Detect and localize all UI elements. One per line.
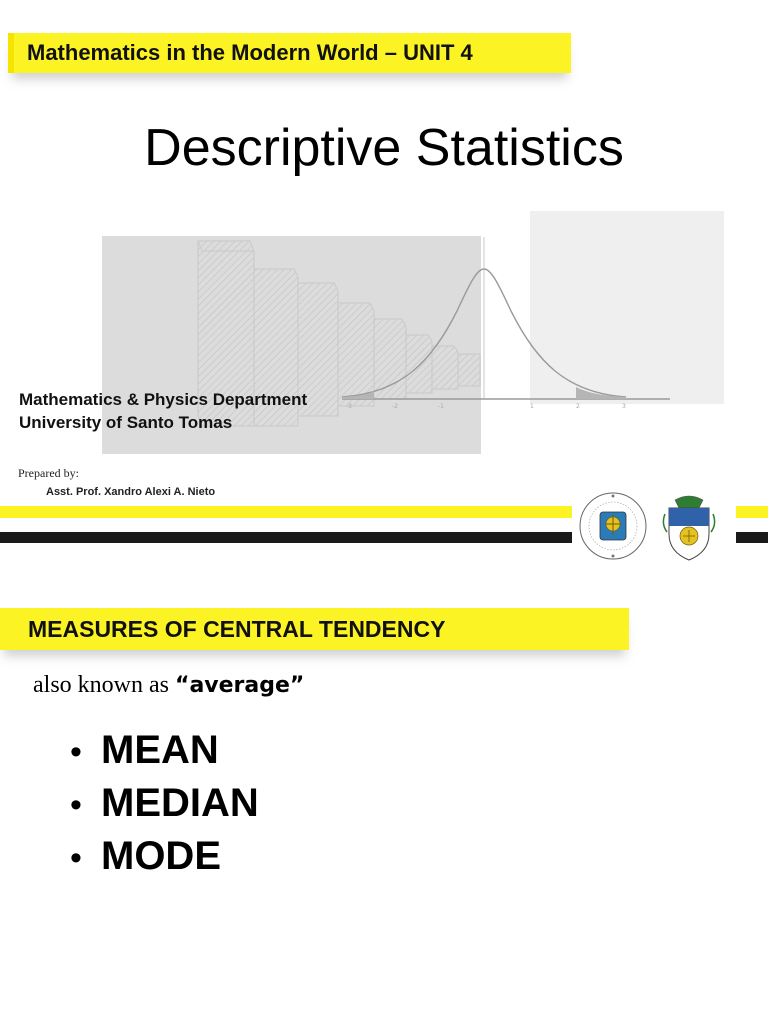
section-banner (0, 608, 629, 650)
bullet-list (70, 725, 259, 884)
prepared-by-name: Asst. Prof. Xandro Alexi A. Nieto (46, 486, 216, 498)
svg-text:-1: -1 (438, 403, 444, 410)
bullet-text: MEAN (101, 728, 219, 772)
content-slide (0, 580, 768, 1024)
svg-text:2: 2 (576, 403, 580, 410)
bullet-item (70, 725, 259, 778)
slide-title: Descriptive Statistics (144, 119, 624, 177)
aka-prefix: also known as (33, 672, 175, 698)
ust-seal-logo (578, 490, 648, 562)
svg-text:3: 3 (622, 403, 626, 410)
svg-text:-2: -2 (392, 403, 398, 410)
unit-banner (8, 33, 571, 73)
aka-term: “average” (174, 673, 305, 698)
university-name: University of Santo Tomas (19, 413, 233, 432)
department-name: Mathematics & Physics Department (19, 390, 308, 409)
bullet-item (70, 831, 259, 884)
aka-line (33, 671, 304, 699)
bullet-text: MEDIAN (101, 781, 259, 825)
bullet-item (70, 778, 259, 831)
unit-banner-text: Mathematics in the Modern World – UNIT 4 (27, 40, 473, 65)
svg-text:1: 1 (530, 403, 534, 410)
bullet-dot: • (70, 733, 82, 771)
prepared-by-label: Prepared by: (18, 466, 79, 480)
department-crest-logo (655, 490, 723, 562)
svg-text:-3: -3 (346, 403, 352, 410)
bullet-text: MODE (101, 834, 221, 878)
bullet-dot: • (70, 786, 82, 824)
department-block (19, 388, 307, 434)
section-banner-text: MEASURES OF CENTRAL TENDENCY (28, 616, 446, 642)
bullet-dot: • (70, 839, 82, 877)
